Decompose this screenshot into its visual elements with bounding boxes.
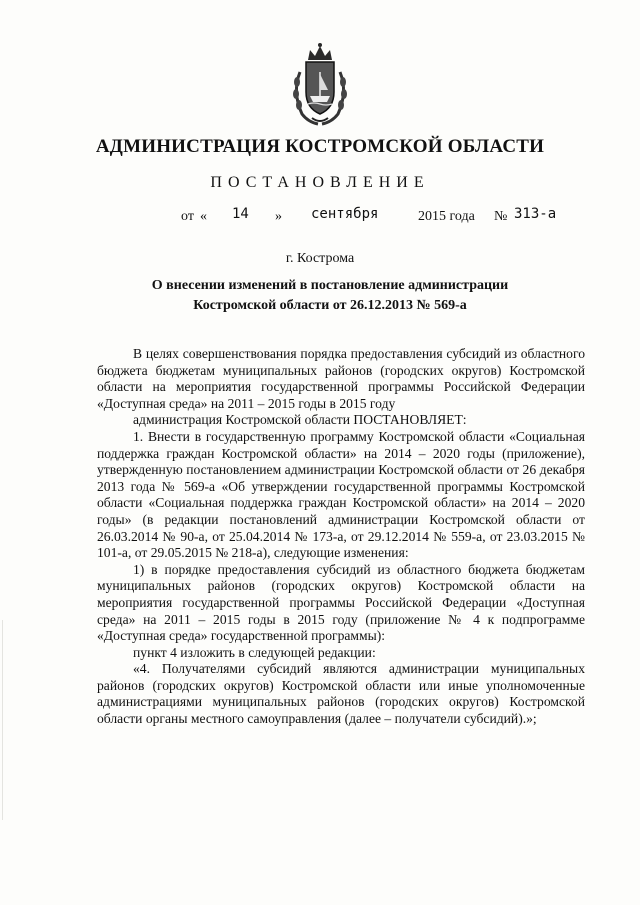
coat-of-arms-icon [288,42,352,126]
document-type-heading: ПОСТАНОВЛЕНИЕ [210,174,430,191]
subitem-1-paragraph: 1) в порядке предоставления субсидий из областного бюджета бюджетам муниципальных районов (городских округов) Костромской области на мероприятия государственной программы Российской Федерации «Доступная среда» на 2011 – 2015 годы в 2015 году (приложение № 4 к подпрограмме «Доступная среда» государственной программы): [97,561,585,644]
point-4-text: «4. Получателями субсидий являются администрации муниципальных районов (городских округов) Костромской области или иные уполномоченные администрациями муниципальных районов (городских округов) Костромской области органы местного самоуправления (далее – получатели субсидий).»; [97,661,585,727]
document-subject [120,276,540,316]
subject-line-1: О внесении изменений в постановление администрации [151,278,509,293]
point-4-intro: пункт 4 изложить в следующей редакции: [133,644,376,660]
document-number: 313-а [514,206,557,222]
item-1-paragraph: 1. Внести в государственную программу Костромской области «Социальная поддержка граждан Костромской области» на 2014 – 2020 годы (приложение), утвержденную постановлением администрации Костромской области от 26 декабря 2013 года № 569-а «Об утверждении государственной программы Костромской области «Социальная поддержка граждан Костромской области» на 2014 – 2020 годы» (в редакции постановлений администрации Костромской области от 26.03.2014 № 90-а, от 25.04.2014 № 173-а, от 29.12.2014 № 559-а, от 23.03.2015 № 101-а, от 29.05.2015 № 218-а), следующие изменения: [97,428,585,561]
date-year: 2015 года [418,209,475,224]
date-day: 14 [232,206,249,222]
organization-title: АДМИНИСТРАЦИЯ КОСТРОМСКОЙ ОБЛАСТИ [95,136,545,157]
paper-fold-line [2,620,3,820]
date-open-quote: « [200,209,207,224]
city-name: г. Кострома [285,251,355,266]
number-sign: № [494,209,508,224]
subject-line-2: Костромской области от 26.12.2013 № 569-а [193,298,467,313]
date-month: сентября [311,206,379,222]
document-body [97,346,585,728]
preamble-paragraph: В целях совершенствования порядка предоставления субсидий из областного бюджета бюджетам муниципальных районов (городских округов) Костромской области на мероприятия государственной программы Российской Федерации «Доступная среда» на 2011 – 2015 годы в 2015 году [97,346,585,411]
date-prefix: от [181,209,194,224]
date-close-quote: » [275,209,282,224]
resolution-statement: администрация Костромской области ПОСТАНОВЛЯЕТ: [133,412,467,428]
